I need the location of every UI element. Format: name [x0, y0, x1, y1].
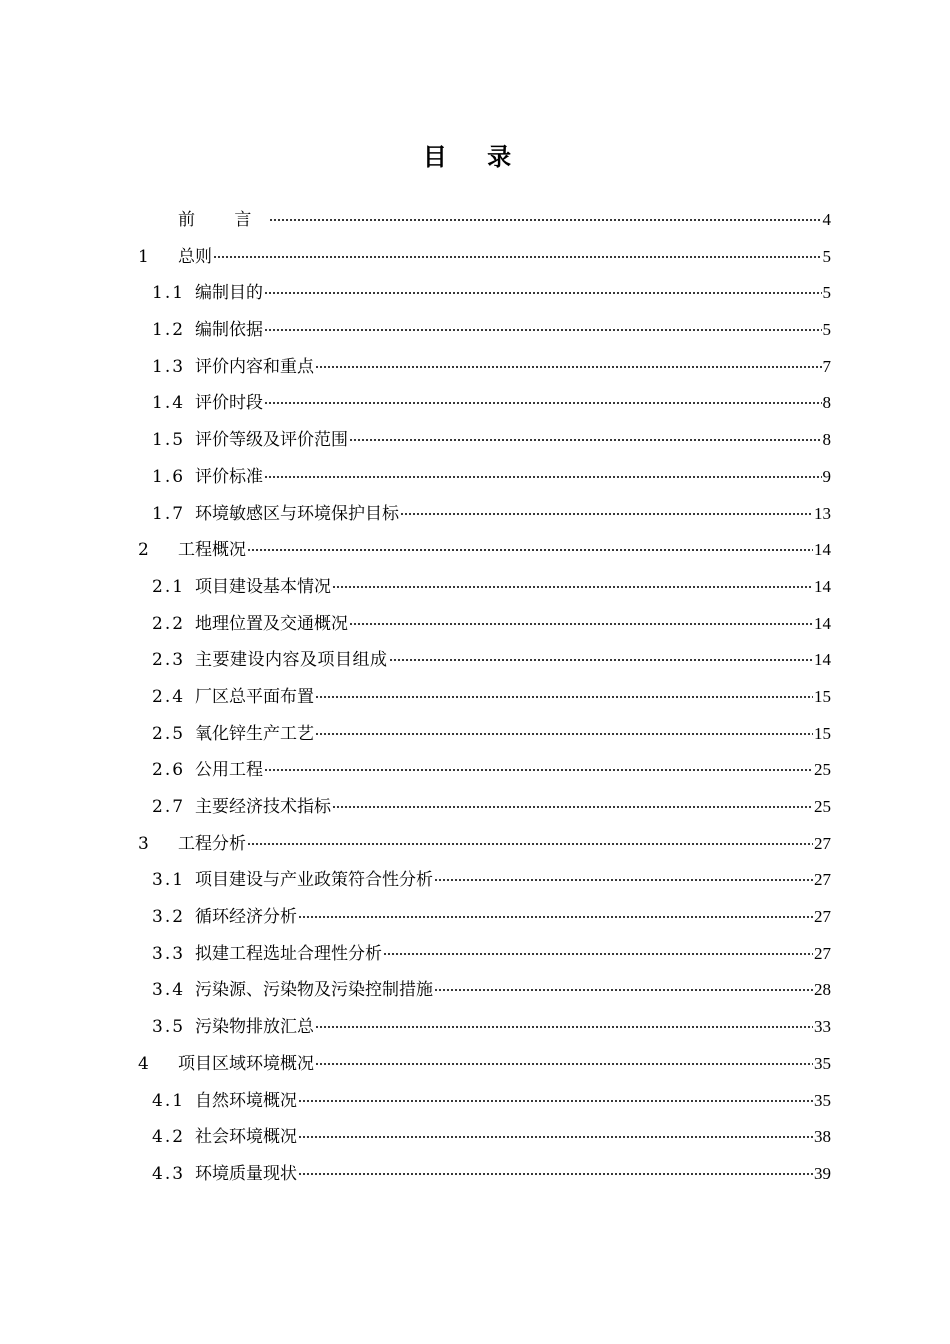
dot-leader — [349, 623, 813, 625]
toc-entry[interactable] — [138, 899, 831, 936]
toc-entry-title: 主要建设内容及项目组成 — [195, 650, 388, 671]
toc-entry-number: 2.4 — [152, 686, 186, 707]
toc-entry-title: 环境敏感区与环境保护目标 — [195, 503, 400, 524]
toc-entry-title: 自然环境概况 — [195, 1090, 298, 1111]
toc-entry-number: 2.3 — [152, 650, 186, 671]
toc-entry[interactable] — [138, 1046, 831, 1083]
dot-leader — [315, 366, 821, 368]
toc-entry[interactable] — [138, 862, 831, 899]
toc-entry[interactable] — [138, 1156, 831, 1193]
toc-entry-number: 4.1 — [152, 1090, 186, 1111]
toc-entry-page-number: 15 — [814, 686, 831, 706]
toc-entry-number: 1.7 — [152, 503, 186, 524]
toc-entry-title: 评价标准 — [195, 466, 264, 487]
toc-entry-page-number: 35 — [814, 1053, 831, 1073]
toc-entry-title: 社会环境概况 — [195, 1127, 298, 1148]
toc-entry[interactable] — [138, 642, 831, 679]
toc-entry[interactable] — [138, 679, 831, 716]
toc-entry-number: 1.6 — [152, 466, 186, 487]
toc-entry[interactable] — [138, 385, 831, 422]
toc-entry-page-number: 13 — [814, 503, 831, 523]
dot-leader — [315, 1063, 813, 1065]
toc-entry[interactable] — [138, 496, 831, 533]
dot-leader — [400, 513, 813, 515]
toc-entry-page-number: 14 — [814, 576, 831, 596]
toc-entry-number: 3.2 — [152, 907, 186, 928]
toc-entry-number: 2.7 — [152, 797, 186, 817]
toc-entry-page-number: 33 — [814, 1017, 831, 1037]
toc-entry-title: 污染物排放汇总 — [195, 1017, 315, 1038]
dot-leader — [315, 1026, 813, 1028]
toc-entry-page-number: 27 — [814, 833, 831, 853]
toc-entry-title: 地理位置及交通概况 — [195, 613, 349, 634]
toc-entry-number: 1.2 — [152, 320, 186, 341]
dot-leader — [247, 549, 813, 551]
toc-entry[interactable] — [138, 349, 831, 386]
toc-entry[interactable] — [138, 1119, 831, 1156]
toc-entry[interactable] — [138, 972, 831, 1009]
dot-leader — [264, 769, 813, 771]
toc-entry-page-number: 5 — [822, 246, 831, 266]
toc-entry-title: 循环经济分析 — [195, 907, 298, 928]
toc-entry-number: 1 — [138, 246, 149, 267]
dot-leader — [383, 953, 813, 955]
toc-title: 目 录 — [422, 143, 528, 171]
toc-entry-title: 主要经济技术指标 — [195, 797, 332, 817]
dot-leader — [315, 733, 813, 735]
toc-entry-title: 项目建设基本情况 — [195, 576, 332, 597]
dot-leader — [298, 916, 813, 918]
toc-entry-title: 污染源、污染物及污染控制措施 — [195, 980, 434, 1001]
dot-leader — [298, 1136, 813, 1138]
toc-entry-title: 评价时段 — [195, 393, 264, 414]
toc-entry[interactable] — [138, 569, 831, 606]
toc-entry-number: 2.1 — [152, 576, 186, 597]
dot-leader — [264, 402, 821, 404]
dot-leader — [247, 843, 813, 845]
dot-leader — [332, 806, 813, 808]
dot-leader — [213, 256, 822, 258]
toc-entry-page-number: 14 — [814, 613, 831, 633]
toc-entry-title: 工程概况 — [178, 540, 246, 561]
toc-entry-page-number: 7 — [822, 356, 831, 376]
toc-entry-page-number: 25 — [814, 760, 831, 780]
toc-entry-title: 氧化锌生产工艺 — [195, 723, 315, 744]
dot-leader — [264, 329, 821, 331]
toc-entry[interactable] — [138, 826, 831, 863]
toc-entry-page-number: 27 — [814, 943, 831, 963]
toc-entry[interactable] — [138, 239, 831, 276]
toc-entry[interactable] — [138, 1009, 831, 1046]
toc-list — [138, 202, 831, 1193]
dot-leader — [264, 476, 821, 478]
toc-entry-title: 总则 — [178, 246, 212, 267]
toc-entry-title: 编制依据 — [195, 320, 264, 341]
toc-entry-page-number: 28 — [814, 980, 831, 1000]
toc-entry-page-number: 15 — [814, 723, 831, 743]
toc-entry-page-number: 27 — [814, 907, 831, 927]
dot-leader — [332, 586, 813, 588]
toc-entry[interactable] — [138, 1083, 831, 1120]
toc-entry-page-number: 14 — [814, 540, 831, 560]
toc-entry-number: 1.4 — [152, 393, 186, 414]
toc-entry-page-number: 8 — [822, 430, 831, 450]
toc-entry-title: 项目建设与产业政策符合性分析 — [195, 870, 434, 891]
toc-entry-number: 1.3 — [152, 356, 186, 377]
toc-entry-page-number: 25 — [814, 797, 831, 816]
toc-entry-page-number: 9 — [822, 466, 831, 486]
toc-entry[interactable] — [138, 275, 831, 312]
toc-entry-number: 2 — [138, 540, 149, 561]
toc-entry[interactable] — [138, 936, 831, 973]
toc-entry-title: 环境质量现状 — [195, 1163, 298, 1184]
toc-entry-title: 厂区总平面布置 — [195, 686, 315, 707]
toc-entry-number: 4.3 — [152, 1163, 186, 1184]
toc-entry-title: 工程分析 — [178, 833, 246, 854]
toc-entry-page-number: 5 — [822, 283, 831, 303]
toc-entry-number: 3 — [138, 833, 149, 854]
toc-entry-title: 评价内容和重点 — [195, 356, 315, 377]
toc-entry-number: 3.5 — [152, 1017, 186, 1038]
toc-entry-title: 公用工程 — [195, 760, 264, 781]
toc-entry-number: 4.2 — [152, 1127, 186, 1148]
dot-leader — [434, 989, 813, 991]
toc-entry-page-number: 14 — [814, 650, 831, 670]
toc-entry-page-number: 35 — [814, 1090, 831, 1110]
toc-entry[interactable] — [138, 716, 831, 753]
toc-entry-title: 评价等级及评价范围 — [195, 430, 349, 451]
dot-leader — [434, 879, 813, 881]
toc-entry[interactable] — [138, 459, 831, 496]
toc-entry-number: 3.4 — [152, 980, 186, 1001]
toc-entry-number: 2.5 — [152, 723, 186, 744]
dot-leader — [349, 439, 821, 441]
toc-entry-title: 前 言 — [178, 210, 269, 230]
toc-entry-number: 3.1 — [152, 870, 186, 891]
toc-entry-number: 1.5 — [152, 430, 186, 451]
toc-entry[interactable] — [138, 606, 831, 643]
toc-entry-number: 4 — [138, 1053, 149, 1074]
toc-entry-title: 项目区域环境概况 — [178, 1053, 314, 1074]
dot-leader — [269, 219, 821, 221]
dot-leader — [315, 696, 813, 698]
toc-entry-number: 1.1 — [152, 283, 186, 304]
toc-entry[interactable] — [138, 202, 831, 239]
toc-entry[interactable] — [138, 789, 831, 826]
dot-leader — [298, 1100, 813, 1102]
toc-entry-number: 2.2 — [152, 613, 186, 634]
dot-leader — [298, 1173, 813, 1175]
dot-leader — [389, 659, 813, 661]
dot-leader — [264, 292, 821, 294]
toc-entry-page-number: 8 — [822, 393, 831, 413]
toc-entry[interactable] — [138, 532, 831, 569]
toc-entry-title: 拟建工程选址合理性分析 — [195, 943, 383, 964]
toc-entry-page-number: 27 — [814, 870, 831, 890]
toc-entry-title: 编制目的 — [195, 283, 264, 304]
toc-entry-page-number: 39 — [814, 1163, 831, 1183]
toc-entry[interactable] — [138, 422, 831, 459]
toc-entry[interactable] — [138, 312, 831, 349]
toc-entry[interactable] — [138, 752, 831, 789]
toc-entry-number: 2.6 — [152, 760, 186, 781]
toc-entry-page-number: 5 — [822, 320, 831, 340]
toc-entry-page-number: 4 — [822, 210, 831, 229]
toc-entry-number: 3.3 — [152, 943, 186, 964]
toc-entry-page-number: 38 — [814, 1127, 831, 1147]
